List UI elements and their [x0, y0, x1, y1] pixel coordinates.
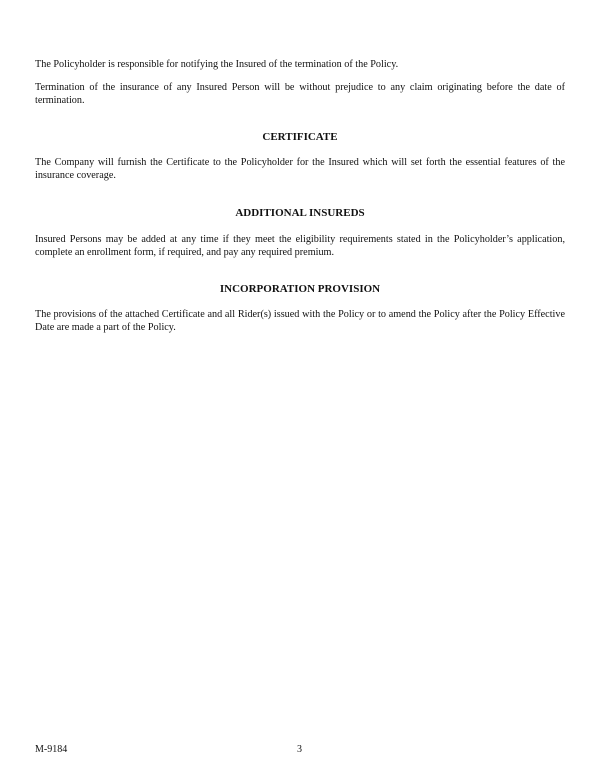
form-number: M-9184 [35, 744, 68, 755]
additional-insureds-heading: ADDITIONAL INSUREDS [235, 207, 365, 219]
incorporation-provision-paragraph: The provisions of the attached Certificate and all Rider(s) issued with the Policy or to amend the Policy after the Policy Effective Date are made a part of the Policy. [35, 309, 565, 334]
incorporation-provision-heading: INCORPORATION PROVISION [219, 283, 381, 295]
page-number: 3 [297, 744, 302, 755]
termination-prejudice-paragraph: Termination of the insurance of any Insured Person will be without prejudice to any claim originating before the date of termination. [35, 82, 565, 107]
certificate-paragraph: The Company will furnish the Certificate to the Policyholder for the Insured which will set forth the essential features of the insurance coverage. [35, 157, 565, 182]
certificate-heading: CERTIFICATE [262, 131, 338, 143]
termination-notice-paragraph: The Policyholder is responsible for notifying the Insured of the termination of the Policy. [35, 59, 399, 70]
additional-insureds-paragraph: Insured Persons may be added at any time if they meet the eligibility requirements stated in the Policyholder’s application, complete an enrollment form, if required, and pay any required premium. [35, 234, 565, 259]
